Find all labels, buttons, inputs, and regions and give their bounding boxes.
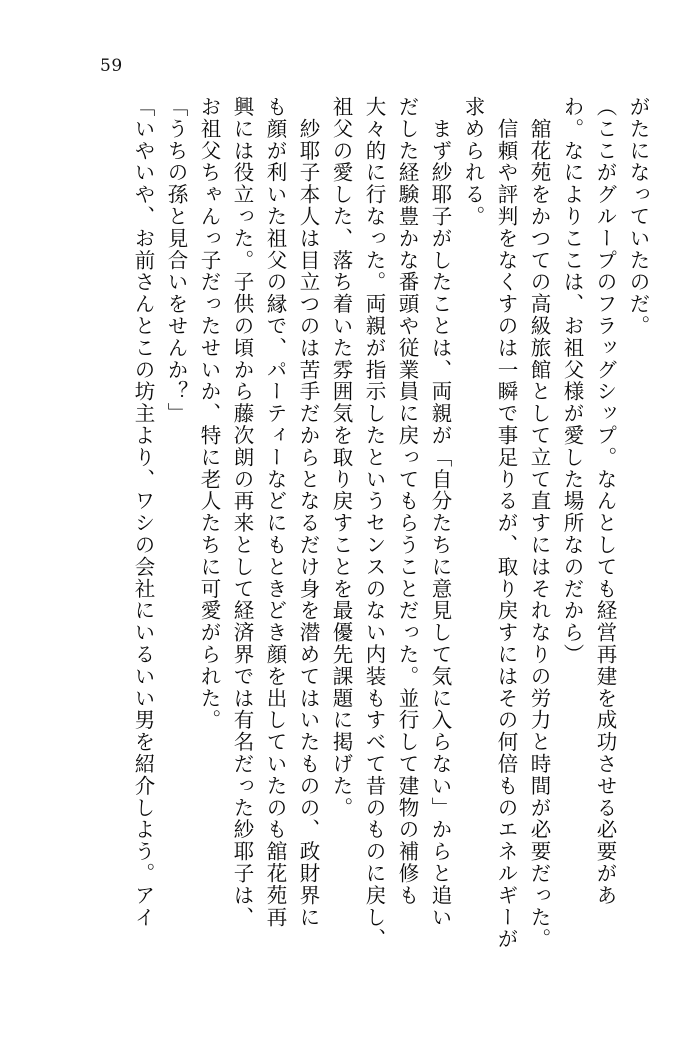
text-line: だした経験豊かな番頭や従業員に戻ってもらうことだった。並行して建物の補修も [395, 96, 419, 907]
text-line: わ。なによりここは、お祖父様が愛した場所なのだから） [560, 96, 584, 666]
text-line: 舘花苑をかつての高級旅館として立て直すにはそれなりの労力と時間が必要だった。 [527, 96, 551, 951]
text-line: 興には役立った。子供の頃から藤次朗の再来として経済界では有名だった紗耶子は、 [230, 96, 254, 929]
page-number: 59 [100, 56, 123, 76]
text-line: 求められる。 [461, 96, 485, 228]
text-line: 信頼や評判をなくすのは一瞬で事足りるが、取り戻すにはその何倍ものエネルギーが [494, 96, 518, 951]
text-line: （ここがグループのフラッグシップ。なんとしても経営再建を成功させる必要があ [593, 96, 617, 907]
text-line: まず紗耶子がしたことは、両親が「自分たちに意見して気に入らない」からと追い [428, 96, 452, 929]
text-line: がたになっていたのだ。 [626, 96, 650, 337]
text-line: 紗耶子本人は目立つのは苦手だからとなるだけ身を潜めてはいたものの、政財界に [296, 96, 320, 929]
text-line: 「うちの孫と見合いをせんか？」 [164, 96, 188, 425]
text-line: も顔が利いた祖父の縁で、パーティーなどにもときどき顔を出していたのも舘花苑再 [263, 96, 287, 929]
text-line: お祖父ちゃんっ子だったせいか、特に老人たちに可愛がられた。 [197, 96, 221, 732]
text-line: 「いやいや、お前さんとこの坊主より、ワシの会社にいるいい男を紹介しよう。アイ [131, 96, 155, 929]
text-line: 大々的に行なった。両親が指示したというセンスのない内装もすべて昔のものに戻し、 [362, 96, 386, 951]
text-line: 祖父の愛した、落ち着いた雰囲気を取り戻すことを最優先課題に掲げた。 [329, 96, 353, 819]
vertical-text-block [48, 96, 648, 996]
